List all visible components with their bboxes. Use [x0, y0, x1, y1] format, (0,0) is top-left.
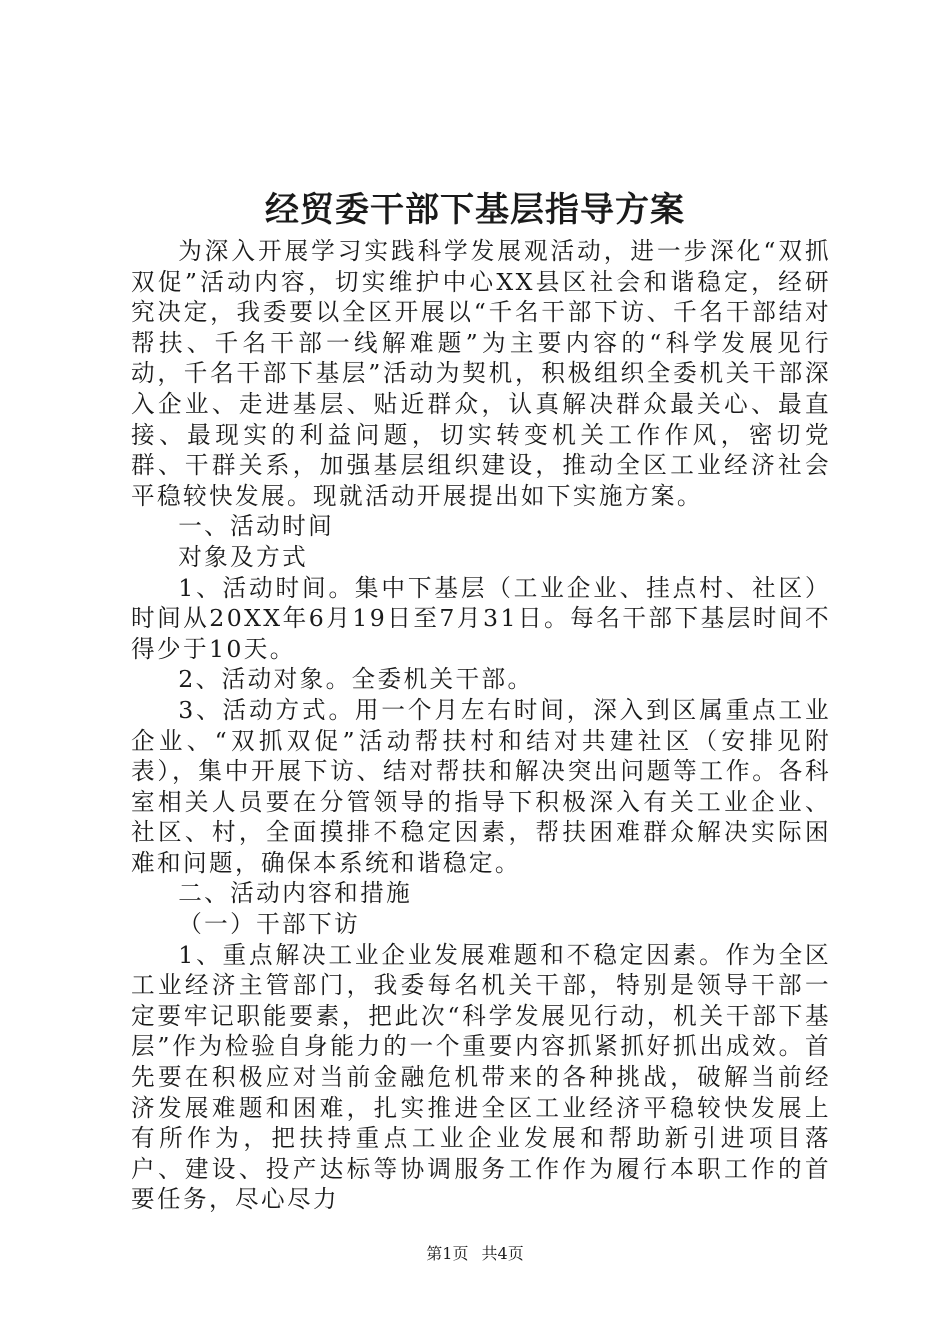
heading-activity-time: 一、活动时间	[178, 512, 335, 541]
page-number: 第1页	[426, 1244, 469, 1263]
document-title: 经贸委干部下基层指导方案	[265, 190, 685, 230]
document-body	[131, 236, 831, 1215]
page-total: 共4页	[481, 1244, 524, 1263]
paragraph-key-problems: 1、重点解决工业企业发展难题和不稳定因素。作为全区工业经济主管部门，我委每名机关干部，特别是领导干部一定要牢记职能要素，把此次“科学发展见行动，机关干部下基层”作为检验自身能力的一个重要内容抓紧抓好抓出成效。首先要在积极应对当前金融危机带来的各种挑战，破解当前经济发展难题和困难，扎实推进全区工业经济平稳较快发展上有所作为，把扶持重点工业企业发展和帮助新引进项目落户、建设、投产达标等协调服务工作作为履行本职工作的首要任务，尽心尽力	[131, 940, 831, 1214]
subheading-cadre-visits: （一）干部下访	[178, 910, 361, 939]
page-footer	[0, 1242, 950, 1266]
paragraph-activity-time: 1、活动时间。集中下基层（工业企业、挂点村、社区）时间从20XX年6月19日至7月31日。每名干部下基层时间不得少于10天。	[131, 573, 831, 663]
heading-target-and-method: 对象及方式	[178, 542, 309, 571]
paragraph-activity-target: 2、活动对象。全委机关干部。	[178, 665, 534, 694]
heading-content-and-measures: 二、活动内容和措施	[178, 879, 413, 908]
paragraph-activity-method: 3、活动方式。用一个月左右时间，深入到区属重点工业企业、“双抓双促”活动帮扶村和结对共建社区（安排见附表），集中开展下访、结对帮扶和解决突出问题等工作。各科室相关人员要在分管领导的指导下积极深入有关工业企业、社区、村，全面摸排不稳定因素，帮扶困难群众解决实际困难和问题，确保本系统和谐稳定。	[131, 695, 831, 877]
paragraph-intro: 为深入开展学习实践科学发展观活动，进一步深化“双抓双促”活动内容，切实维护中心XX县区社会和谐稳定，经研究决定，我委要以全区开展以“千名干部下访、千名干部结对帮扶、千名干部一线解难题”为主要内容的“科学发展见行动，千名干部下基层”活动为契机，积极组织全委机关干部深入企业、走进基层、贴近群众，认真解决群众最关心、最直接、最现实的利益问题，切实转变机关工作作风，密切党群、干群关系，加强基层组织建设，推动全区工业经济社会平稳较快发展。现就活动开展提出如下实施方案。	[131, 237, 831, 510]
